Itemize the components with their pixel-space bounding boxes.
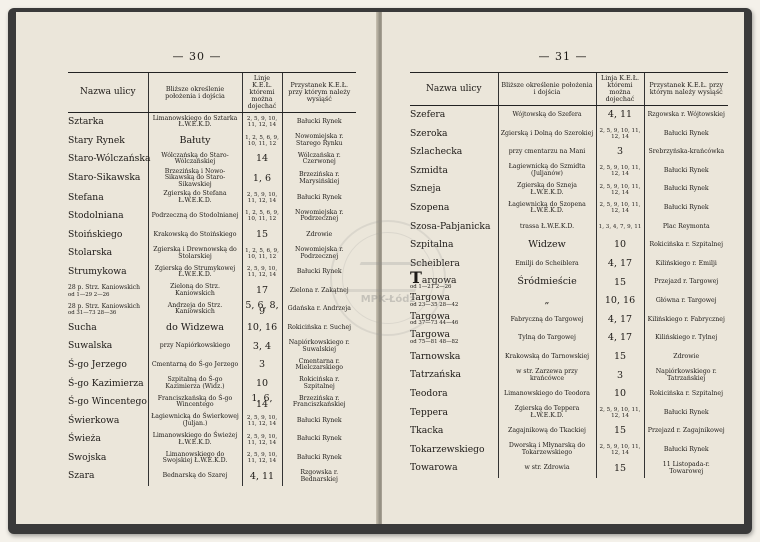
- table-row: [68, 282, 356, 301]
- table-row: [68, 169, 356, 189]
- stop-cell: Napiórkowskiego r. Suwalskiej: [282, 337, 356, 356]
- street-name: 28 p. Strz. Kaniowskich: [68, 284, 141, 292]
- tram-lines-cell: 17: [242, 282, 282, 301]
- table-row: [410, 199, 728, 218]
- tram-lines-cell: 2, 5, 9, 10, 11, 12, 14: [242, 430, 282, 449]
- stop-cell: Cmentarna r. Mielczarskiego: [282, 356, 356, 375]
- tram-lines-cell: 4, 11: [242, 467, 282, 486]
- tram-lines-cell: 10: [596, 385, 644, 404]
- tram-lines-cell: 4, 17: [596, 255, 644, 274]
- street-name: Sucha: [68, 321, 97, 333]
- stop-cell: Bałucki Rynek: [644, 404, 728, 423]
- table-row: [410, 236, 728, 255]
- street-name-cell: [68, 319, 148, 338]
- table-row: [68, 412, 356, 431]
- stop-cell: Przejazd r. Zagajnikowej: [644, 422, 728, 441]
- stop-cell: Bałucki Rynek: [282, 430, 356, 449]
- tram-lines-cell: 3: [596, 143, 644, 162]
- tram-lines-cell: 2, 5, 9, 10, 11, 12, 14: [242, 113, 282, 132]
- tram-lines-cell: 2, 5, 9, 10, 11, 12, 14: [242, 189, 282, 208]
- tram-lines-cell: 4, 11: [596, 106, 644, 125]
- table-row: [410, 106, 728, 125]
- tram-lines-cell: 15: [596, 273, 644, 292]
- street-name-cell: [68, 300, 148, 319]
- table-row: [410, 292, 728, 311]
- location-cell: Śródmieście: [498, 273, 596, 292]
- tram-lines-cell: 3: [242, 356, 282, 375]
- street-name: Ś-go Wincentego: [68, 396, 147, 408]
- street-name: Towarowa: [410, 462, 458, 474]
- location-cell: Limanowskiego do Sztarka Ł.W.E.K.D.: [148, 113, 242, 132]
- street-name: Targowa: [410, 329, 451, 341]
- header-stop: Przystanek K.E.Ł. przy którym należy wysiąść: [282, 73, 356, 113]
- location-cell: Zgierską do Strumykowej Ł.W.E.K.D.: [148, 263, 242, 282]
- street-name: Szlachecka: [410, 146, 463, 158]
- tram-lines-cell: 1, 2, 5, 6, 9, 10, 11, 12: [242, 207, 282, 226]
- table-row: [68, 356, 356, 375]
- stop-cell: Przejazd r. Targowej: [644, 273, 728, 292]
- street-name: Scheiblera: [410, 257, 460, 269]
- stop-cell: Rokicińska r. Szpitalnej: [282, 375, 356, 394]
- stop-cell: Bałucki Rynek: [644, 125, 728, 144]
- tram-lines-cell: 2, 5, 9, 10, 11, 12, 14: [242, 449, 282, 468]
- street-name-cell: [68, 282, 148, 301]
- house-number-range: od 1—29 2—26: [68, 291, 110, 298]
- location-cell: Fabryczną do Targowej: [498, 311, 596, 330]
- table-row: [410, 311, 728, 330]
- location-cell: Bednarską do Szarej: [148, 467, 242, 486]
- table-row: [410, 180, 728, 199]
- tram-lines-cell: 2, 5, 9, 10, 11, 12, 14: [242, 412, 282, 431]
- location-cell: do Widzewa: [148, 319, 242, 338]
- street-name-cell: [68, 263, 148, 282]
- location-cell: „: [498, 292, 596, 311]
- location-cell: Bałuty: [148, 132, 242, 151]
- street-name: Tarnowska: [410, 350, 461, 362]
- table-row: [410, 218, 728, 237]
- tram-lines-cell: 15: [242, 226, 282, 245]
- street-name-cell: [410, 441, 498, 460]
- table-row: [68, 300, 356, 319]
- table-row: [410, 125, 728, 144]
- stop-cell: Wólczańska r. Czerwonej: [282, 150, 356, 169]
- street-name: Staro-Sikawska: [68, 172, 141, 184]
- tram-lines-cell: 10: [242, 375, 282, 394]
- location-cell: Zgierską i Drewnowską do Stolarskiej: [148, 244, 242, 263]
- street-name-cell: [68, 113, 148, 132]
- table-row: [410, 143, 728, 162]
- street-name-cell: [68, 430, 148, 449]
- street-name-cell: [68, 412, 148, 431]
- street-name: Ś-go Jerzego: [68, 358, 127, 370]
- street-name: Strumykowa: [68, 265, 127, 277]
- header-street: Nazwa ulicy: [68, 73, 148, 113]
- street-name-cell: [68, 169, 148, 189]
- table-row: [68, 150, 356, 169]
- table-row: [410, 385, 728, 404]
- table-row: [68, 449, 356, 468]
- stop-cell: Bałucki Rynek: [644, 162, 728, 181]
- tram-lines-cell: 2, 5, 9, 10, 11, 12, 14: [596, 180, 644, 199]
- street-name: Świeża: [68, 433, 101, 445]
- header-lines: Linje K.E.Ł. któremi można dojechać: [242, 73, 282, 113]
- location-cell: w str. Zdrowia: [498, 459, 596, 478]
- stop-cell: Rzgowska r. Bednarskiej: [282, 467, 356, 486]
- street-name-cell: [68, 393, 148, 412]
- location-cell: Brzezińską i Nowo-Sikawską do Staro-Sikawskiej: [148, 169, 242, 189]
- street-name: Teppera: [410, 406, 448, 418]
- tram-lines-cell: 3: [596, 366, 644, 385]
- tram-lines-cell: 1, 3, 4, 7, 9, 11: [596, 218, 644, 237]
- street-name-cell: [410, 125, 498, 144]
- street-name-cell: [410, 162, 498, 181]
- location-cell: Łagiewnicką do Szmidta (Juljanów): [498, 162, 596, 181]
- stop-cell: Rokicińska r. Suchej: [282, 319, 356, 338]
- location-cell: Franciszkańską do Ś-go Wincentego: [148, 393, 242, 412]
- tram-lines-cell: 2, 5, 9, 10, 11, 12, 14: [596, 404, 644, 423]
- tram-lines-cell: 1, 2, 5, 6, 9, 10, 11, 12: [242, 244, 282, 263]
- book-spread: [8, 8, 752, 534]
- location-cell: Zgierską i Dolną do Szerokiej: [498, 125, 596, 144]
- stop-cell: Bałucki Rynek: [644, 199, 728, 218]
- location-cell: Widzew: [498, 236, 596, 255]
- page-number-right: — 31 —: [538, 50, 588, 63]
- location-cell: w str. Zarzewa przy krańcówce: [498, 366, 596, 385]
- street-name-cell: [68, 244, 148, 263]
- street-name: Stary Rynek: [68, 134, 125, 146]
- stop-cell: Kilińskiego r. Tylnej: [644, 329, 728, 348]
- house-number-range: od 1—21 2—26: [410, 284, 452, 291]
- location-cell: Tylną do Targowej: [498, 329, 596, 348]
- tram-lines-cell: 2, 5, 9, 10, 11, 12, 14: [596, 125, 644, 144]
- stop-cell: Kilińskiego r. Fabrycznej: [644, 311, 728, 330]
- stop-cell: Nowomiejska r. Starego Rynku: [282, 132, 356, 151]
- tram-lines-cell: 15: [596, 422, 644, 441]
- stop-cell: Brzezińska r. Franciszkańskiej: [282, 393, 356, 412]
- tram-lines-cell: 2, 5, 9, 10, 11, 12, 14: [596, 441, 644, 460]
- stop-cell: Nowomiejska r. Podrzecznej: [282, 207, 356, 226]
- house-number-range: od 37—73 44—46: [410, 320, 459, 327]
- location-cell: Zgierską do Szneja Ł.W.E.K.D.: [498, 180, 596, 199]
- location-cell: Zgierską do Stefana Ł.W.E.K.D.: [148, 189, 242, 208]
- tram-lines-cell: 2, 5, 9, 10, 11, 12, 14: [596, 162, 644, 181]
- street-name-cell: [410, 143, 498, 162]
- house-number-range: od 75—81 48—82: [410, 338, 459, 345]
- street-name: Staro-Wólczańska: [68, 153, 151, 165]
- stop-cell: Bałucki Rynek: [644, 180, 728, 199]
- tram-lines-cell: 3, 4: [242, 337, 282, 356]
- stop-cell: Bałucki Rynek: [282, 263, 356, 282]
- watermark-text: MPK-Łódź: [360, 294, 416, 305]
- table-row: [410, 162, 728, 181]
- stop-cell: Rokicińska r. Szpitalnej: [644, 236, 728, 255]
- street-name: 28 p. Strz. Kaniowskich: [68, 302, 141, 310]
- location-cell: Wójtowską do Szefera: [498, 106, 596, 125]
- tram-lines-cell: 1, 6, 14: [242, 393, 282, 412]
- street-name: Szopena: [410, 201, 450, 213]
- table-row: [68, 132, 356, 151]
- stop-cell: Rokicińska r. Szpitalnej: [644, 385, 728, 404]
- tram-lines-cell: 2, 5, 9, 10, 11, 12, 14: [242, 263, 282, 282]
- stop-cell: Plac Reymonta: [644, 218, 728, 237]
- stop-cell: 11 Listopada-r. Towarowej: [644, 459, 728, 478]
- location-cell: Limanowskiego do Teodora: [498, 385, 596, 404]
- left-page: [16, 12, 378, 524]
- tram-lines-cell: 15: [596, 348, 644, 367]
- tram-lines-cell: 10: [596, 236, 644, 255]
- street-name-cell: [68, 356, 148, 375]
- stop-cell: Zdrowie: [644, 348, 728, 367]
- street-name-cell: [410, 422, 498, 441]
- street-name: Szneja: [410, 183, 441, 195]
- table-row: [68, 263, 356, 282]
- table-row: [68, 319, 356, 338]
- tram-lines-cell: 1, 2, 5, 6, 9, 10, 11, 12: [242, 132, 282, 151]
- street-name-cell: [410, 459, 498, 478]
- table-row: [410, 255, 728, 274]
- tram-lines-cell: 15: [596, 459, 644, 478]
- watermark-seal: [330, 220, 446, 336]
- table-row: [410, 366, 728, 385]
- location-cell: Krakowską do Stoińskiego: [148, 226, 242, 245]
- location-cell: Łagiewnicką do Świerkowej (Juljan.): [148, 412, 242, 431]
- street-name-cell: [68, 226, 148, 245]
- table-header-row: [68, 73, 356, 113]
- tram-lines-cell: 14: [242, 150, 282, 169]
- header-stop: Przystanek K.E.Ł. przy którym należy wysiąść: [644, 73, 728, 106]
- street-name-cell: [410, 348, 498, 367]
- table-row: [68, 226, 356, 245]
- street-name-cell: [410, 106, 498, 125]
- street-name-cell: [410, 385, 498, 404]
- street-name: Stefana: [68, 191, 104, 203]
- table-row: [68, 207, 356, 226]
- table-row: [410, 348, 728, 367]
- header-lines: Linja K.E.Ł. któremi można dojechać: [596, 73, 644, 106]
- tram-lines-cell: 2, 5, 9, 10, 11, 12, 14: [596, 199, 644, 218]
- table-row: [410, 459, 728, 478]
- stop-cell: Napiórkowskiego r. Tatrzańskiej: [644, 366, 728, 385]
- table-row: [68, 430, 356, 449]
- street-name: Szosa-Pabjanicka: [410, 220, 491, 232]
- street-name-cell: [410, 180, 498, 199]
- stop-cell: Gdańska r. Andrzeja: [282, 300, 356, 319]
- table-row: [410, 441, 728, 460]
- header-location: Bliższe określenie położenia i dojścia: [148, 73, 242, 113]
- table-row: [410, 273, 728, 292]
- table-row: [410, 404, 728, 423]
- street-name-cell: [68, 150, 151, 169]
- street-name-cell: [68, 207, 148, 226]
- table-row: [410, 422, 728, 441]
- location-cell: Szpitalną do Ś-go Kazimierza (Widz.): [148, 375, 242, 394]
- street-name: Tatrzańska: [410, 369, 461, 381]
- stop-cell: Nowomiejska r. Podrzecznej: [282, 244, 356, 263]
- street-name: Tokarzewskiego: [410, 443, 485, 455]
- location-cell: Zieloną do Strz. Kaniowskich: [148, 282, 242, 301]
- tram-lines-cell: 1, 6: [242, 169, 282, 189]
- street-table-left: [68, 72, 356, 486]
- table-header-row: [410, 73, 728, 106]
- location-cell: Dworską i Młynarską do Tokarzewskiego: [498, 441, 596, 460]
- stop-cell: Bałucki Rynek: [282, 189, 356, 208]
- table-row: [68, 375, 356, 394]
- house-number-range: od 23—35 28—42: [410, 301, 459, 308]
- table-row: [68, 467, 356, 486]
- drop-cap: T: [410, 267, 422, 287]
- stop-cell: Główna r. Targowej: [644, 292, 728, 311]
- location-cell: trassa Ł.W.E.K.D.: [498, 218, 596, 237]
- stop-cell: Kilińskiego r. Emilji: [644, 255, 728, 274]
- street-name-cell: [410, 199, 498, 218]
- page-number-left: — 30 —: [172, 50, 222, 63]
- street-name: Targowa: [410, 291, 451, 303]
- stop-cell: Bałucki Rynek: [282, 449, 356, 468]
- table-body-left: [68, 113, 356, 487]
- table-body-right: [410, 106, 728, 478]
- street-name-cell: [410, 404, 498, 423]
- tram-lines-cell: 4, 17: [596, 311, 644, 330]
- street-name: Szefera: [410, 109, 446, 120]
- location-cell: Zgierską do Teppera Ł.W.E.K.D.: [498, 404, 596, 423]
- street-name-cell: [68, 467, 148, 486]
- street-name: Szpitalna: [410, 239, 454, 251]
- tram-lines-cell: 10, 16: [242, 319, 282, 338]
- street-name: Stoińskiego: [68, 228, 123, 240]
- table-row: [68, 244, 356, 263]
- street-name: Stodolniana: [68, 210, 124, 222]
- street-name-cell: [68, 375, 148, 394]
- street-name-cell: [68, 337, 148, 356]
- location-cell: Cmentarną do Ś-go Jerzego: [148, 356, 242, 375]
- location-cell: Wólczańską do Staro-Wólczańskiej: [148, 150, 242, 169]
- stop-cell: Rzgowska r. Wójtowskiej: [644, 106, 728, 125]
- street-name-cell: [68, 132, 148, 151]
- tram-lines-cell: 10, 16: [596, 292, 644, 311]
- street-name: Tkacka: [410, 425, 444, 437]
- street-name: Swojska: [68, 451, 107, 463]
- stop-cell: Bałucki Rynek: [282, 412, 356, 431]
- street-name-cell: [410, 366, 498, 385]
- location-cell: przy Napiórkowskiego: [148, 337, 242, 356]
- street-name: Świerkowa: [68, 414, 120, 426]
- street-name-cell: [410, 329, 498, 348]
- table-row: [68, 113, 356, 132]
- street-name: Suwalska: [68, 340, 113, 352]
- tram-lines-cell: 4, 17: [596, 329, 644, 348]
- tram-lines-cell: 5, 6, 8, 9: [242, 300, 282, 319]
- street-name: argowa: [421, 274, 457, 286]
- header-street: Nazwa ulicy: [410, 73, 498, 106]
- stop-cell: Bałucki Rynek: [644, 441, 728, 460]
- street-name-cell: [68, 449, 148, 468]
- location-cell: Zagajnikową do Tkackiej: [498, 422, 596, 441]
- location-cell: Krakowską do Tarnowskiej: [498, 348, 596, 367]
- table-row: [410, 329, 728, 348]
- street-name: Szeroka: [410, 127, 448, 139]
- street-name: Sztarka: [68, 116, 104, 127]
- street-name: Targowa: [410, 310, 451, 322]
- stop-cell: Zdrowie: [282, 226, 356, 245]
- house-number-range: od 31—73 28—36: [68, 310, 117, 317]
- stop-cell: Srebrzyńska-krańcówka: [644, 143, 728, 162]
- street-name: Teodora: [410, 387, 448, 399]
- stop-cell: Brzezińska r. Marysińskiej: [282, 169, 356, 189]
- street-name-cell: [68, 189, 148, 208]
- location-cell: Limanowskiego do Swojskiej Ł.W.E.K.D.: [148, 449, 242, 468]
- wing-icon: [347, 262, 429, 292]
- location-cell: Emilji do Scheiblera: [498, 255, 596, 274]
- table-row: [68, 393, 356, 412]
- table-row: [68, 189, 356, 208]
- location-cell: Limanowskiego do Świeżej Ł.W.E.K.D.: [148, 430, 242, 449]
- stop-cell: Zielona r. Zakątnej: [282, 282, 356, 301]
- street-table-right: [410, 72, 728, 478]
- table-row: [68, 337, 356, 356]
- street-name: Szara: [68, 470, 95, 482]
- street-name: Stolarska: [68, 247, 113, 259]
- location-cell: przy cmentarzu na Mani: [498, 143, 596, 162]
- location-cell: Andrzeja do Strz. Kaniowskich: [148, 300, 242, 319]
- stop-cell: Bałucki Rynek: [282, 113, 356, 132]
- street-name: Szmidta: [410, 164, 448, 176]
- street-name: Ś-go Kazimierza: [68, 377, 144, 389]
- location-cell: Łagiewnicką do Szopena Ł.W.E.K.D.: [498, 199, 596, 218]
- location-cell: Podrzeczną do Stodolnianej: [148, 207, 242, 226]
- header-location: Bliższe określenie położenia i dojścia: [498, 73, 596, 106]
